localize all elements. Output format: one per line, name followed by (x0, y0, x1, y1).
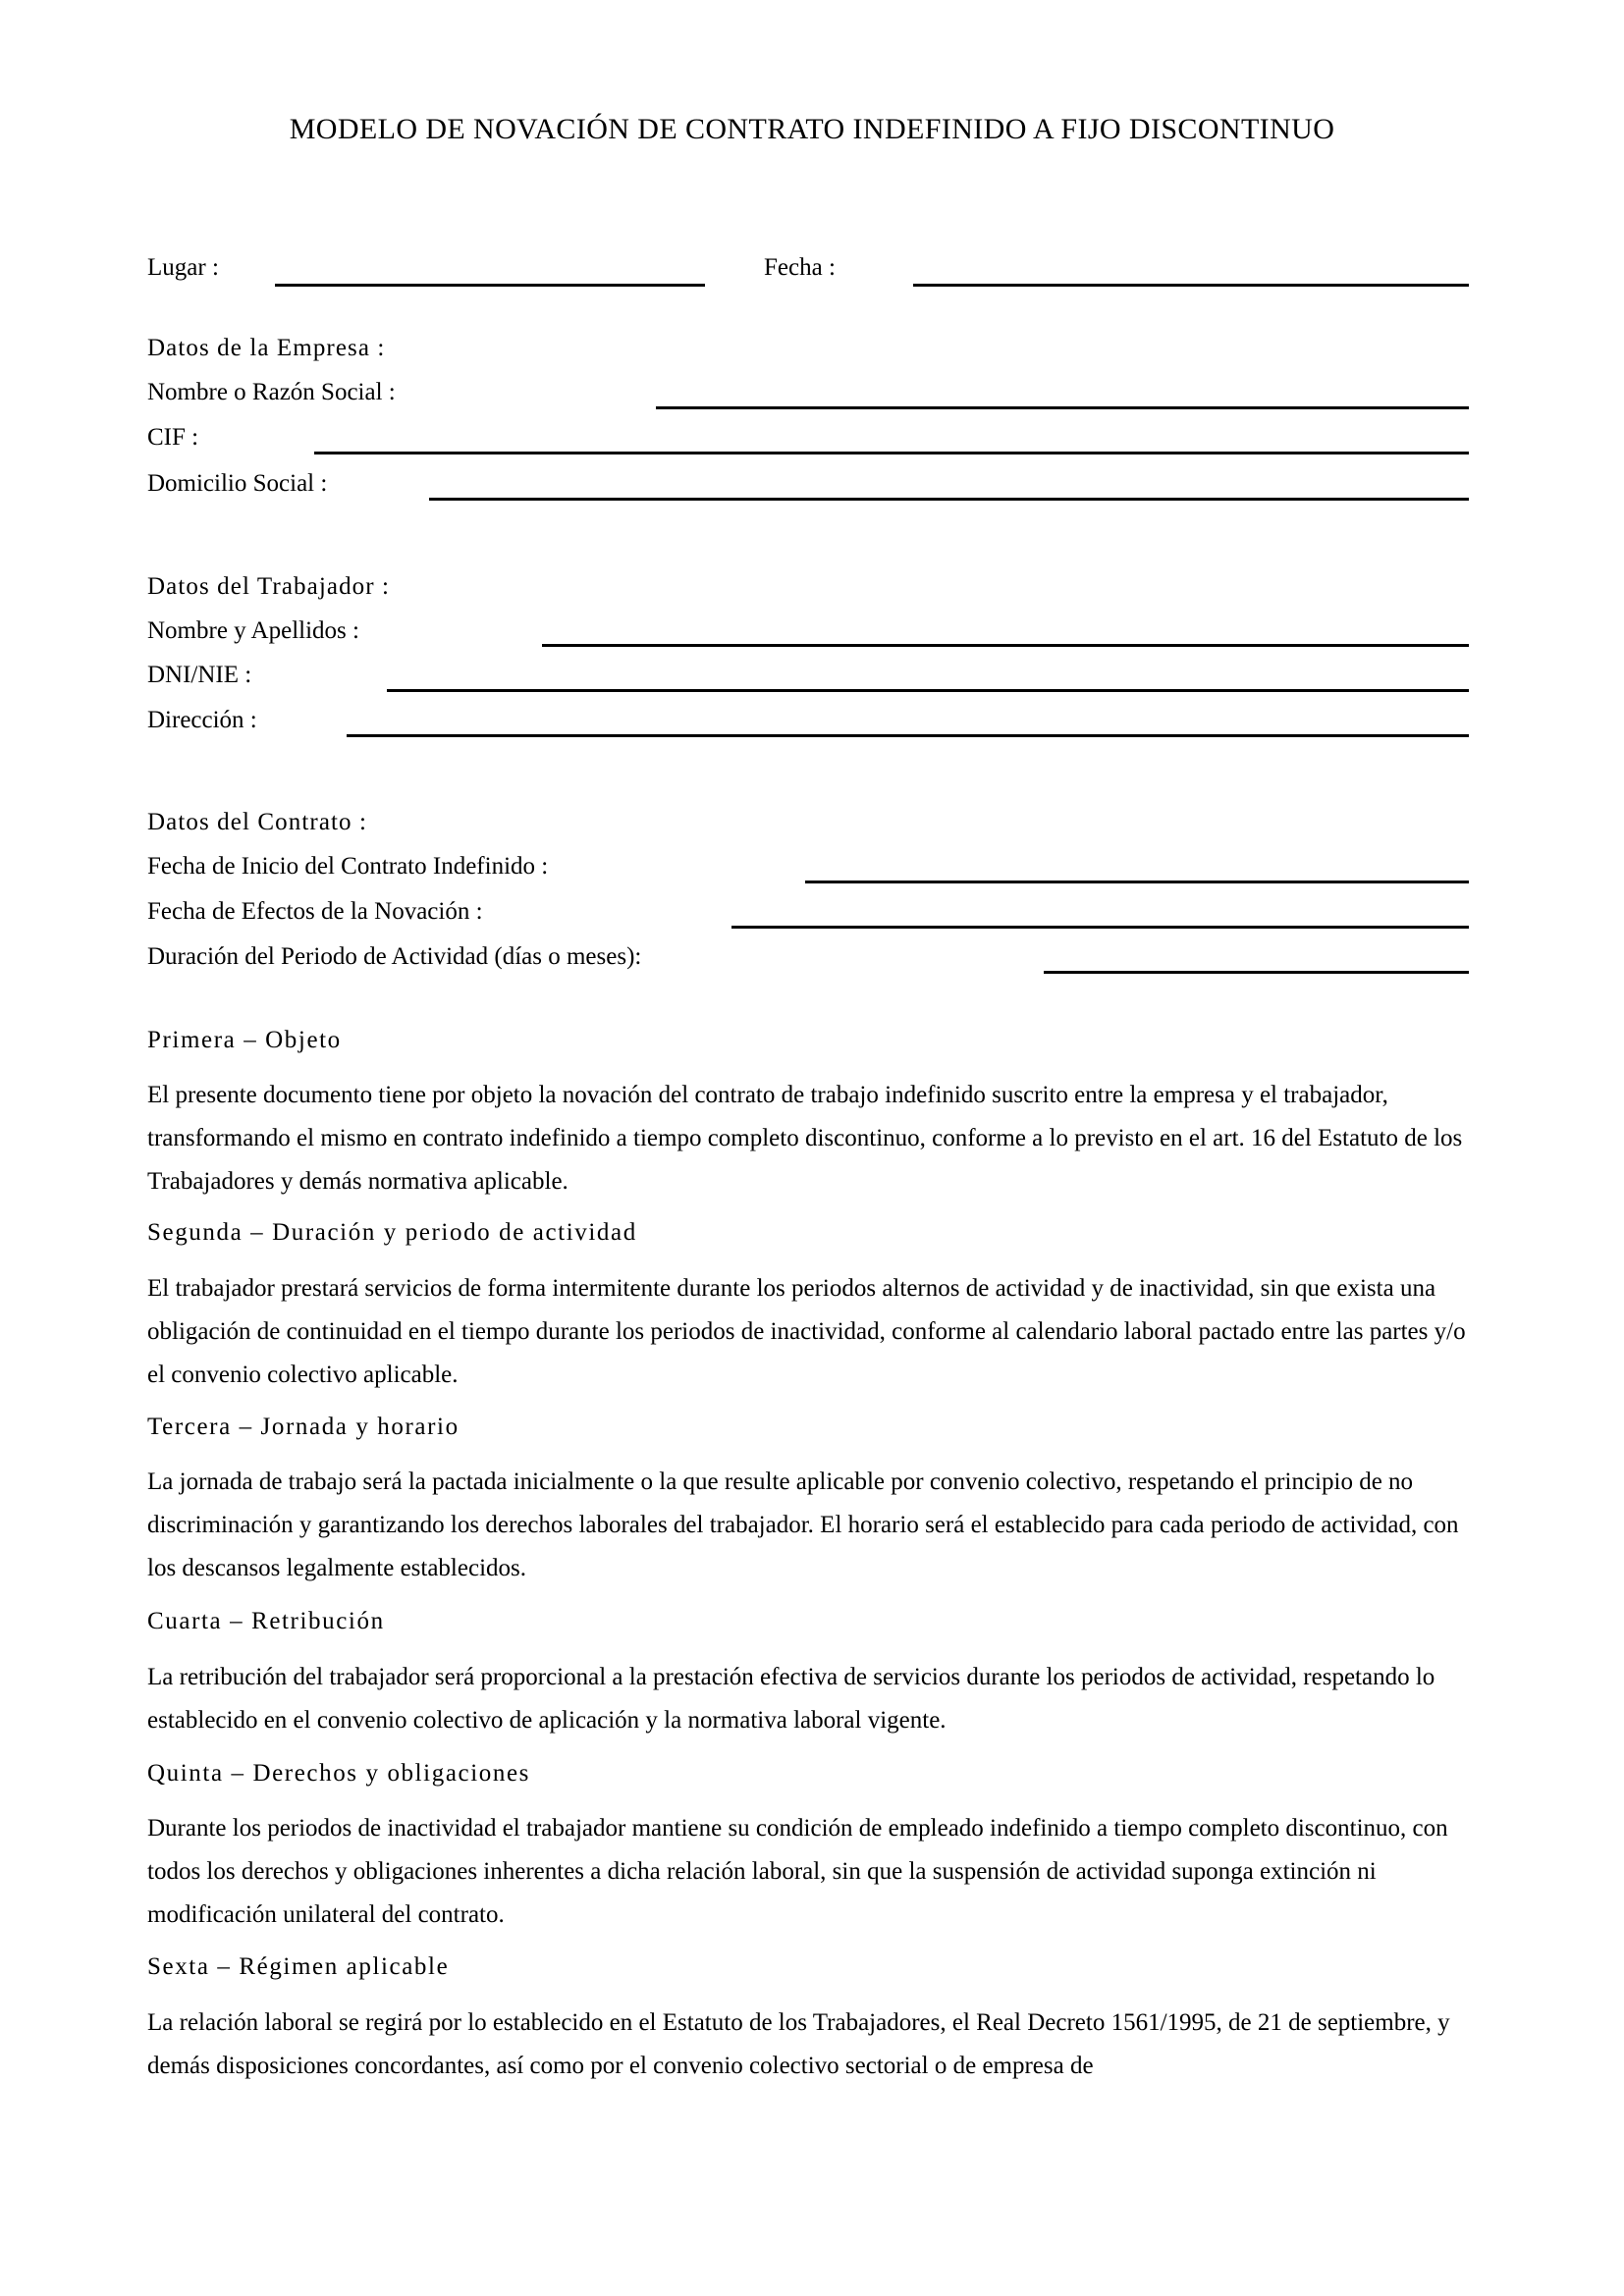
section-label-empresa: Datos de la Empresa : (147, 335, 386, 361)
field-rule-direccion[interactable] (347, 734, 1469, 737)
field-dni-nie (147, 656, 251, 695)
clause-body-quinta: Durante los periodos de inactividad el trabajador mantiene su condición de empleado indefinido a tiempo completo discontinuo, con todos los derechos y obligaciones inherentes a dicha relación laboral, sin que la suspensión de actividad suponga extinción ni modificación unilateral del contrato. (147, 1815, 1448, 1928)
field-label-domicilio-social: Domicilio Social : (147, 470, 328, 497)
section-label-trabajador: Datos del Trabajador : (147, 573, 391, 600)
field-rule-lugar[interactable] (275, 284, 705, 287)
field-label-cif: CIF : (147, 424, 199, 451)
field-label-dni-nie: DNI/NIE : (147, 662, 252, 688)
field-label-nombre-razon-social: Nombre o Razón Social : (147, 379, 396, 405)
field-label-fecha-efectos: Fecha de Efectos de la Novación : (147, 898, 483, 925)
field-rule-dni-nie[interactable] (387, 689, 1469, 692)
field-label-nombre-apellidos: Nombre y Apellidos : (147, 617, 359, 644)
clause-heading-quinta: Quinta – Derechos y obligaciones (147, 1760, 530, 1787)
field-fecha-efectos (147, 892, 483, 932)
clause-body-cuarta: La retribución del trabajador será proporcional a la prestación efectiva de servicios durante los periodos de actividad, respetando lo establecido en el convenio colectivo de aplicación y la normativa laboral vigente. (147, 1664, 1435, 1734)
section-heading-contrato (147, 803, 367, 842)
clause-heading-segunda: Segunda – Duración y periodo de actividad (147, 1219, 637, 1246)
field-label-fecha: Fecha : (764, 254, 836, 281)
clause-body-tercera: La jornada de trabajo será la pactada inicialmente o la que resulte aplicable por convenio colectivo, respetando el principio de no discriminación y garantizando los derechos laborales del trabajador. El horario será el establecido para cada periodo de actividad, con los descansos legalmente establecidos. (147, 1468, 1459, 1581)
field-rule-fecha-efectos[interactable] (731, 926, 1469, 929)
field-label-direccion: Dirección : (147, 707, 257, 733)
field-rule-nombre-apellidos[interactable] (542, 644, 1469, 647)
field-fecha (764, 248, 836, 288)
clause-heading-primera: Primera – Objeto (147, 1027, 342, 1053)
page-title: MODELO DE NOVACIÓN DE CONTRATO INDEFINIDO A FIJO DISCONTINUO (289, 113, 1335, 145)
field-duracion-periodo (147, 937, 641, 977)
field-cif (147, 418, 198, 457)
field-rule-nombre-razon-social[interactable] (656, 406, 1469, 409)
field-domicilio-social (147, 464, 327, 504)
clause-body-segunda: El trabajador prestará servicios de forma intermitente durante los periodos alternos de actividad y de inactividad, sin que exista una obligación de continuidad en el tiempo durante los periodos de inactividad, conforme al calendario laboral pactado entre las partes y/o el convenio colectivo aplicable. (147, 1275, 1466, 1388)
clause-heading-cuarta: Cuarta – Retribución (147, 1608, 385, 1634)
field-nombre-apellidos (147, 612, 359, 651)
clause-heading-tercera: Tercera – Jornada y horario (147, 1414, 460, 1440)
field-rule-domicilio-social[interactable] (429, 498, 1469, 501)
section-label-contrato: Datos del Contrato : (147, 809, 368, 835)
field-label-duracion-periodo: Duración del Periodo de Actividad (días o meses): (147, 943, 642, 970)
field-fecha-inicio (147, 847, 548, 886)
field-lugar (147, 248, 219, 288)
field-label-fecha-inicio: Fecha de Inicio del Contrato Indefinido : (147, 853, 549, 880)
field-rule-fecha-inicio[interactable] (805, 881, 1469, 883)
clause-body-primera: El presente documento tiene por objeto la novación del contrato de trabajo indefinido suscrito entre la empresa y el trabajador, transformando el mismo en contrato indefinido a tiempo completo discontinuo, conforme a lo previsto en el art. 16 del Estatuto de los Trabajadores y demás normativa aplicable. (147, 1082, 1463, 1195)
field-nombre-razon-social (147, 373, 396, 412)
section-heading-empresa (147, 329, 385, 368)
clause-body-sexta: La relación laboral se regirá por lo establecido en el Estatuto de los Trabajadores, el Real Decreto 1561/1995, de 21 de septiembre, y demás disposiciones concordantes, así como por el convenio colectivo sectorial o de empresa de (147, 2009, 1450, 2079)
clause-heading-sexta: Sexta – Régimen aplicable (147, 1953, 450, 1980)
field-rule-fecha[interactable] (913, 284, 1469, 287)
field-rule-duracion-periodo[interactable] (1044, 971, 1469, 974)
field-direccion (147, 701, 257, 740)
section-heading-trabajador (147, 567, 390, 607)
field-label-lugar: Lugar : (147, 254, 219, 281)
field-rule-cif[interactable] (314, 452, 1469, 454)
